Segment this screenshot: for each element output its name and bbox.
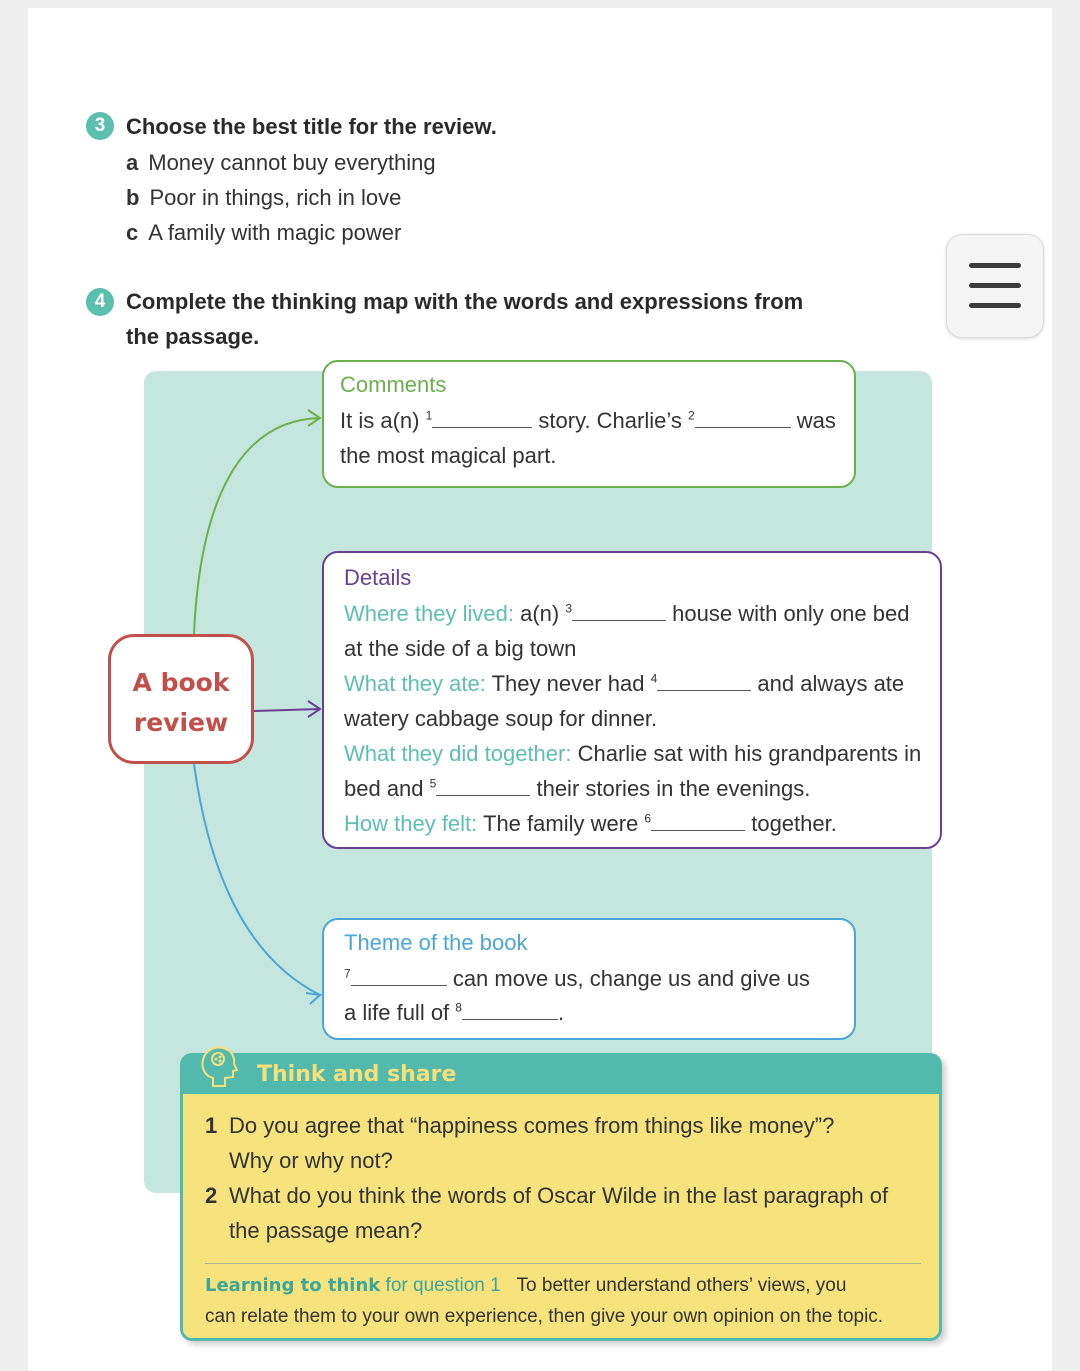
details-ate [344,671,904,697]
comments-line2: the most magical part. [340,443,557,468]
blank-2[interactable] [695,409,791,428]
details-text: a(n) [520,601,560,626]
theme-line1 [344,966,810,992]
book-review-line1: A book [132,668,230,697]
felt-label: How they felt: [344,811,478,836]
think-head-icon [199,1044,239,1088]
question-text: What do you think the words of Oscar Wilde in the last paragraph of [229,1183,889,1208]
ltt-text-line2: can relate them to your own experience, then give your own opinion on the topic. [205,1306,884,1327]
exercise-4-number: 4 [86,288,114,316]
connector-comments [194,410,320,634]
theme-title: Theme of the book [344,930,528,955]
blank-number: 1 [425,408,433,423]
theme-box [322,918,856,1040]
blank-3[interactable] [572,602,666,621]
details-felt [344,811,837,837]
details-text: and always ate [757,671,905,696]
question-number: 1 [205,1113,218,1138]
details-box [322,551,942,849]
option-text: Poor in things, rich in love [149,185,402,210]
details-did-line2 [344,776,810,802]
option-letter: c [126,220,139,245]
question-text: Do you agree that “happiness comes from things like money”? [229,1113,835,1138]
learning-to-think [205,1270,925,1332]
details-where [344,601,909,627]
theme-text: can move us, change us and give us [452,966,810,991]
blank-number: 8 [455,1000,462,1015]
exercise-4-title-line1: Complete the thinking map with the words and expressions from [126,289,804,314]
blank-number: 6 [644,811,652,826]
details-text: together. [751,811,837,836]
ltt-label: Learning to think [205,1275,381,1296]
exercise-4-title-line2: the passage. [126,324,260,349]
think-question-1 [205,1108,834,1178]
divider [205,1263,921,1264]
comments-text: was [796,408,836,433]
blank-number: 2 [687,408,695,423]
ltt-text: To better understand others’ views, you [516,1275,847,1296]
details-text: They never had [491,671,645,696]
details-text: bed and [344,776,424,801]
exercise-3-number: 3 [86,112,114,140]
details-text: Charlie sat with his grandparents in [577,741,922,766]
details-ate-line2: watery cabbage soup for dinner. [344,706,658,731]
blank-4[interactable] [657,672,751,691]
blank-5[interactable] [436,777,530,796]
comments-box [322,360,856,488]
exercise-3-title: Choose the best title for the review. [126,114,497,139]
theme-text: . [557,1000,565,1025]
details-text: their stories in the evenings. [536,776,811,801]
comments-text: story. Charlie’s [538,408,682,433]
blank-8[interactable] [462,1001,558,1020]
details-text: The family were [483,811,639,836]
book-review-node [108,634,254,764]
option-letter: a [126,150,139,175]
question-text: the passage mean? [229,1218,423,1243]
blank-7[interactable] [351,967,447,986]
blank-number: 5 [429,776,437,791]
comments-line1 [340,408,836,434]
theme-line2 [344,1000,564,1026]
option-text: Money cannot buy everything [148,150,436,175]
did-label: What they did together: [344,741,572,766]
option-letter: b [126,185,140,210]
theme-text: a life full of [344,1000,450,1025]
details-did [344,741,921,767]
blank-number: 3 [565,601,573,616]
blank-1[interactable] [432,409,532,428]
ltt-for: for question 1 [385,1275,501,1296]
comments-title: Comments [340,372,447,397]
ate-label: What they ate: [344,671,486,696]
connector-details [254,701,320,717]
question-text: Why or why not? [229,1148,393,1173]
think-question-2 [205,1178,888,1248]
think-and-share-title: Think and share [257,1062,457,1087]
details-text: house with only one bed [672,601,910,626]
question-number: 2 [205,1183,218,1208]
think-and-share-box [180,1053,942,1341]
book-review-line2: review [133,708,229,737]
details-title: Details [344,565,412,590]
option-text: A family with magic power [148,220,402,245]
comments-text: It is a(n) [340,408,420,433]
connector-theme [194,764,320,1004]
blank-6[interactable] [651,812,745,831]
blank-number: 7 [344,966,351,981]
where-label: Where they lived: [344,601,514,626]
blank-number: 4 [650,671,658,686]
details-where-line2: at the side of a big town [344,636,577,661]
